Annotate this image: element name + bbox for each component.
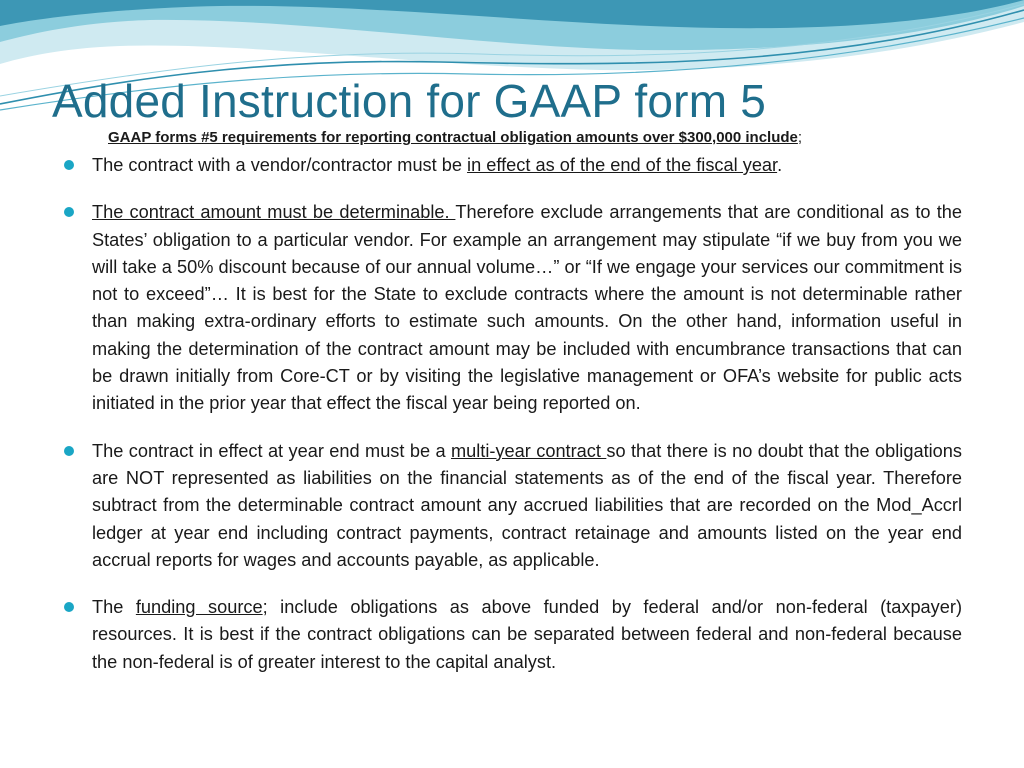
bullet-dot-icon [64,160,74,170]
bullet-text-underlined: The contract amount must be determinable. [92,202,456,223]
subtitle-text: GAAP forms #5 requirements for reporting contractual obligation amounts over $300,000 include [108,129,798,146]
bullet-item [64,438,962,574]
bullet-text-post: Therefore exclude arrangements that are conditional as to the States’ obligation to a particular vendor. For example an arrangement may stipulate “if we buy from you we will take a 50% discount because of our annual volume…” or “If we engage your services our commitment is not to exceed”… It is best for the State to exclude contracts where the amount is not determinable rather than making extra-ordinary efforts to estimate such amounts. On the other hand, information useful in making the determination of the contract amount may be included with encumbrance transactions that can be drawn initially from Core-CT or by visiting the legislative management or OFA’s website for public acts initiated in the prior year that effect the fiscal year being reported on. [92,202,963,414]
bullet-text-post: . [777,155,783,175]
bullet-text-pre: The [92,597,136,618]
slide-subtitle [108,129,802,146]
bullet-text-underlined: multi-year contract [451,440,607,461]
bullet-dot-icon [64,207,74,217]
bullet-item [64,152,962,179]
bullet-dot-icon [64,602,74,612]
subtitle-suffix: ; [797,129,803,146]
bullet-dot-icon [64,446,74,456]
bullet-item [64,199,962,417]
bullet-text-pre: The contract with a vendor/contractor must be [92,155,468,175]
bullet-list [64,152,962,676]
bullet-text-post: ; include obligations as above funded by federal and/or non-federal (taxpayer) resources. It is best if the contract obligations can be separated between federal and non-federal because the non-federal is of greater interest to the capital analyst. [92,597,962,672]
bullet-item [64,594,962,676]
bullet-text-underlined: funding source [135,597,263,618]
slide-title: Added Instruction for GAAP form 5 [52,75,766,127]
bullet-text-post: so that there is no doubt that the obligations are NOT represented as liabilities on the financial statements as of the end of the fiscal year. Therefore subtract from the determinable contract amount any accrued liabilities that are recorded on the Mod_Accrl ledger at year end including contract payments, contract retainage and amounts listed on the year end accrual reports for wages and accounts payable, as applicable. [92,440,962,570]
bullet-text-underlined: in effect as of the end of the fiscal year [467,155,778,175]
bullet-text-pre: The contract in effect at year end must be a [92,440,451,461]
